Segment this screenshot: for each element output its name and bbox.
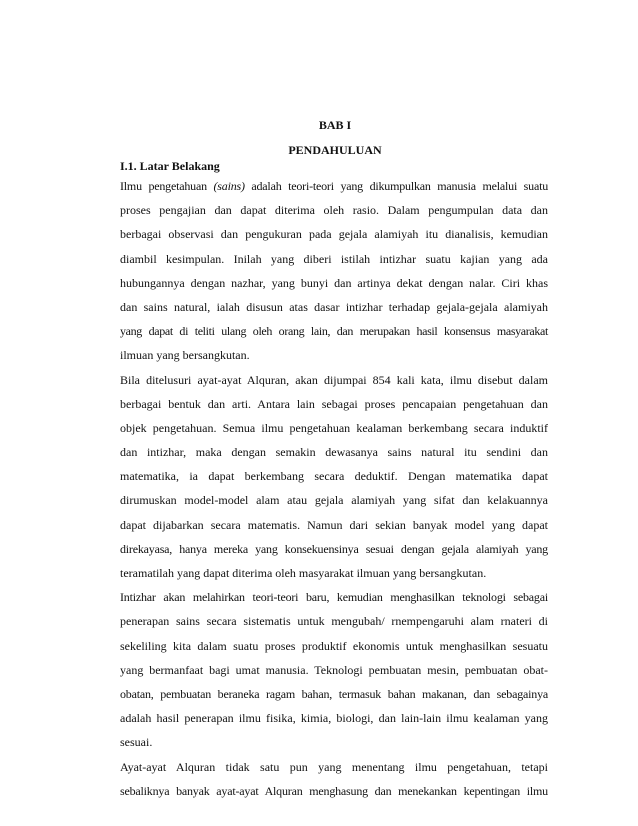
chapter-number: BAB I — [318, 118, 352, 132]
paragraph-line: direkayasa, hanya mereka yang konsekuensinya sesuai dengan gejala alamiyah yang — [120, 541, 548, 556]
paragraph-line — [120, 174, 548, 198]
paragraph-line: adalah hasil penerapan ilmu fisika, kimia, biologi, dan lain-lain ilmu kealaman yang — [120, 711, 548, 726]
paragraph-line: diambil kesimpulan. Inilah yang diberi istilah intizhar suatu kajian yang ada — [120, 251, 548, 266]
paragraph-line: Bila ditelusuri ayat-ayat Alquran, akan dijumpai 854 kali kata, ilmu disebut dalam — [120, 372, 548, 387]
paragraph-line: proses pengajian dan dapat diterima oleh rasio. Dalam pengumpulan data dan — [120, 203, 548, 218]
paragraph-line: sesuai. — [120, 735, 153, 750]
text-run: Ilmu pengetahuan — [120, 179, 214, 193]
paragraph-line: Ayat-ayat Alquran tidak satu pun yang menentang ilmu pengetahuan, tetapi — [120, 759, 548, 774]
paragraph-line: dan sains natural, ialah disusun atas dasar intizhar terhadap gejala-gejala alamiyah — [120, 299, 548, 314]
paragraph-line: dirumuskan model-model alam atau gejala alamiyah yang sifat dan kelakuannya — [120, 493, 548, 508]
paragraph-line: matematika, ia dapat berkembang secara deduktif. Dengan matematika dapat — [120, 469, 548, 484]
paragraph-line: berbagai bentuk dan arti. Antara lain sebagai proses pencapaian pengetahuan dan — [120, 396, 548, 411]
paragraph-line: sebaliknya banyak ayat-ayat Alquran menghasung dan menekankan kepentingan ilmu — [120, 783, 548, 798]
body-text — [120, 174, 548, 803]
chapter-title: PENDAHULUAN — [288, 143, 382, 157]
paragraph-line: teramatilah yang dapat diterima oleh masyarakat ilmuan yang bersangkutan. — [120, 566, 487, 580]
paragraph-line: berbagai observasi dan pengukuran pada gejala alamiyah itu dianalisis, kemudian — [120, 227, 548, 242]
paragraph-line: dapat dijabarkan secara matematis. Namun dari sekian banyak model yang dapat — [120, 517, 548, 532]
italic-term: (sains) — [213, 179, 245, 193]
paragraph-1 — [120, 174, 548, 368]
paragraph-line: yang dapat di teliti ulang oleh orang lain, dan merupakan hasil konsensus masyarakat — [120, 324, 548, 339]
paragraph-2 — [120, 368, 548, 586]
text-run: adalah teori-teori yang dikumpulkan manusia melalui suatu — [244, 179, 548, 193]
paragraph-line: obatan, pembuatan beraneka ragam bahan, termasuk bahan makanan, dan sebagainya — [120, 686, 548, 701]
paragraph-line: Intizhar akan melahirkan teori-teori baru, kemudian menghasilkan teknologi sebagai — [120, 590, 548, 605]
paragraph-line: hubungannya dengan nazhar, yang bunyi dan artinya dekat dengan nalar. Ciri khas — [120, 275, 548, 290]
paragraph-3 — [120, 585, 548, 754]
paragraph-line: yang bermanfaat bagi umat manusia. Teknologi pembuatan mesin, pembuatan obat- — [120, 662, 548, 677]
paragraph-line: sekeliling kita dalam suatu proses produktif ekonomis untuk menghasilkan sesuatu — [120, 638, 548, 653]
paragraph-line: objek pengetahuan. Semua ilmu pengetahuan kealaman berkembang secara induktif — [120, 420, 548, 435]
paragraph-line: ilmuan yang bersangkutan. — [120, 348, 250, 363]
paragraph-4 — [120, 755, 548, 803]
paragraph-line: penerapan sains secara sistematis untuk mengubah/ rnempengaruhi alam rnateri di — [120, 614, 548, 629]
section-heading: I.1. Latar Belakang — [120, 159, 220, 173]
paragraph-line: dan intizhar, maka dengan semakin dewasanya sains natural itu sendini dan — [120, 445, 548, 460]
